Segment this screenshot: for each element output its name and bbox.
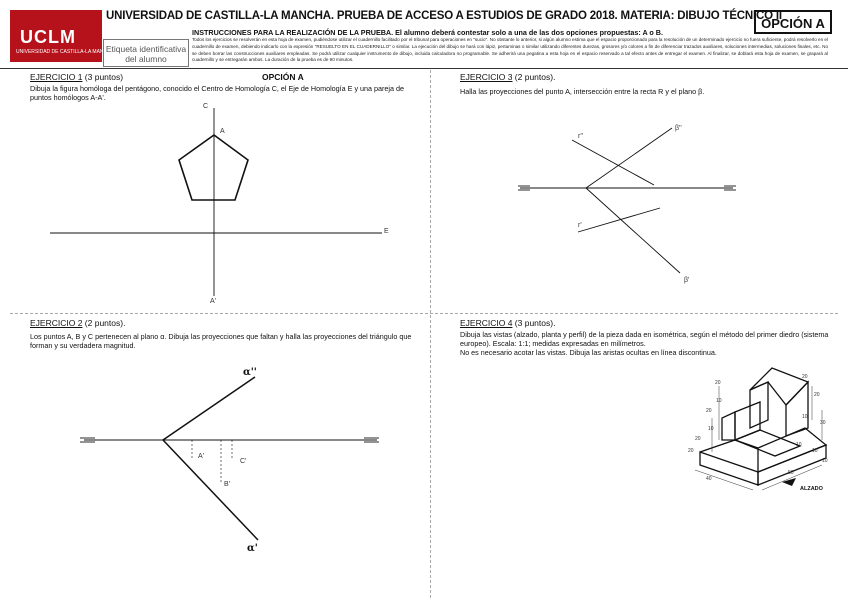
ex3-label-b1: β' bbox=[684, 277, 690, 284]
ex3-label-b2: β'' bbox=[675, 125, 682, 132]
student-label-line1: Etiqueta identificativa bbox=[105, 44, 187, 54]
ex4-dim-6: 20 bbox=[688, 448, 694, 454]
ex4-dim-2: 20 bbox=[706, 408, 712, 414]
ex4-dim-11: 50 bbox=[788, 470, 794, 476]
ex4-tower-slope bbox=[750, 368, 808, 405]
ex4-title: EJERCICIO 4 bbox=[460, 318, 513, 328]
ex4-dim-8: 20 bbox=[814, 392, 820, 398]
ex3-points: (2 puntos). bbox=[512, 72, 556, 82]
ex2-label-alpha2: α'' bbox=[243, 367, 257, 378]
ex2-alpha2-trace bbox=[163, 377, 255, 440]
ex2-label-alpha1: α' bbox=[247, 543, 258, 554]
ex4-dim-15: 10 bbox=[822, 458, 828, 464]
ex3-beta2-trace bbox=[586, 128, 672, 188]
ex4-upper-block-left bbox=[722, 412, 735, 440]
ex4-text2: No es necesario acotar las vistas. Dibuja las aristas ocultas en línea discontinua. bbox=[460, 348, 717, 357]
instructions-title: INSTRUCCIONES PARA LA REALIZACIÓN DE LA PRUEBA. El alumno deberá contestar solo a una de las dos opciones propuestas: A o B. bbox=[192, 28, 663, 37]
ex1-label-c: C bbox=[203, 103, 209, 110]
exam-title: UNIVERSIDAD DE CASTILLA-LA MANCHA. PRUEBA DE ACCESO A ESTUDIOS DE GRADO 2018. MATERIA: DIBUJO TÉCNICO II bbox=[106, 10, 782, 22]
ex4-dim-4: 10 bbox=[708, 426, 714, 432]
ex4-dim-1: 20 bbox=[715, 380, 721, 386]
ex4-dim-14: 10 bbox=[812, 448, 818, 454]
ex3-label-r2: r'' bbox=[578, 133, 584, 140]
ex4-dim-7: 20 bbox=[802, 374, 808, 380]
ex2-points: (2 puntos). bbox=[82, 318, 126, 328]
alzado-arrow-icon bbox=[782, 478, 796, 486]
ex3-title: EJERCICIO 3 bbox=[460, 72, 513, 82]
ex4-alzado-label: ALZADO bbox=[800, 486, 823, 492]
ex4-text1: Dibuja las vistas (alzado, planta y perfil) de la pieza dada en isométrica, según el método del primer diedro (sistema europeo). Escala: 1:1; medidas expresadas en milímetros. bbox=[460, 330, 829, 348]
ex3-drawing bbox=[518, 128, 736, 273]
ex4-points: (3 puntos). bbox=[512, 318, 556, 328]
ex2-alpha1-trace bbox=[163, 440, 258, 540]
ex4-dim-5: 20 bbox=[695, 436, 701, 442]
logo-text: UCLM bbox=[20, 27, 76, 47]
ex4-dim-13: 10 bbox=[796, 442, 802, 448]
ex1-label-a: A bbox=[220, 128, 225, 135]
ex1-label-a-prime: A' bbox=[210, 298, 217, 305]
ex1-points: (3 puntos) bbox=[82, 72, 124, 82]
ex1-text: Dibuja la figura homóloga del pentágono, conocido el Centro de Homología C, el Eje de Homología E y una pareja de puntos homólogos A-A'. bbox=[30, 84, 404, 102]
ex2-title: EJERCICIO 2 bbox=[30, 318, 83, 328]
instructions-body: Todos los ejercicios se resolverán en esta hoja de examen, pudiéndose utilizar el cuadernillo facilitado por el tribunal para operaciones en "sucio". No obstante lo anterior, si algún alumno estima que el espacio proporcionado para la resolución de un determinado ejercicio no fuera suficiente, podrá resolverlo en el cuadernillo de examen, debiendo indicarlo con la expresión "RESUELTO EN EL CUADERNILLO" o similar. La ejecución del dibujo se hará con lápiz, pertaminas o similar utilizando diferentes durezas, grosores y/o colores a fin de diferenciar trazados auxiliares, soluciones intermedias, soluciones finales, etc. No se deben borrar las construcciones auxiliares empleadas. Se podrá utilizar cualquier instrumento de dibujo, incluida calculadora no programable. Se adherirá una pegatina a esta hoja en el espacio reservado a tal efecto antes de entregar el examen. Al finalizar, se doblará esta hoja de examen, se grapará al cuadernillo y se entregarán ambos. La duración de la prueba es de 90 minutos. bbox=[192, 37, 828, 63]
ex3-r1-projection bbox=[578, 208, 660, 232]
option-badge: OPCIÓN A bbox=[754, 10, 832, 34]
ex2-text: Los puntos A, B y C pertenecen al plano α. Dibuja las proyecciones que faltan y halla las proyecciones del triángulo que forman y su verdadera magnitud. bbox=[30, 332, 412, 350]
ex4-upper-block-front bbox=[735, 402, 760, 440]
student-label-line2: del alumno bbox=[125, 54, 167, 64]
ex1-label-e: E bbox=[384, 228, 389, 235]
ex1-title: EJERCICIO 1 bbox=[30, 72, 83, 82]
ex2-label-c: C' bbox=[240, 458, 247, 465]
ex3-label-r1: r' bbox=[578, 222, 582, 229]
ex4-dim-12: 30 bbox=[820, 420, 826, 426]
ex3-r2-projection bbox=[572, 140, 654, 185]
logo-subtitle: UNIVERSIDAD DE CASTILLA-LA MANCHA bbox=[16, 49, 115, 55]
ex4-dim-3: 10 bbox=[716, 398, 722, 404]
ex1-drawing bbox=[50, 108, 382, 296]
ex2-label-b: B' bbox=[224, 481, 231, 488]
ex1-pentagon bbox=[179, 135, 248, 200]
ex2-drawing bbox=[80, 377, 379, 540]
ex4-dim-9: 10 bbox=[802, 414, 808, 420]
ex3-beta1-trace bbox=[586, 188, 680, 273]
ex2-label-a: A' bbox=[198, 453, 205, 460]
ex1-option: OPCIÓN A bbox=[262, 72, 304, 82]
ex3-text: Halla las proyecciones del punto A, intersección entre la recta R y el plano β. bbox=[460, 87, 705, 96]
ex4-dim-10: 40 bbox=[706, 476, 712, 482]
